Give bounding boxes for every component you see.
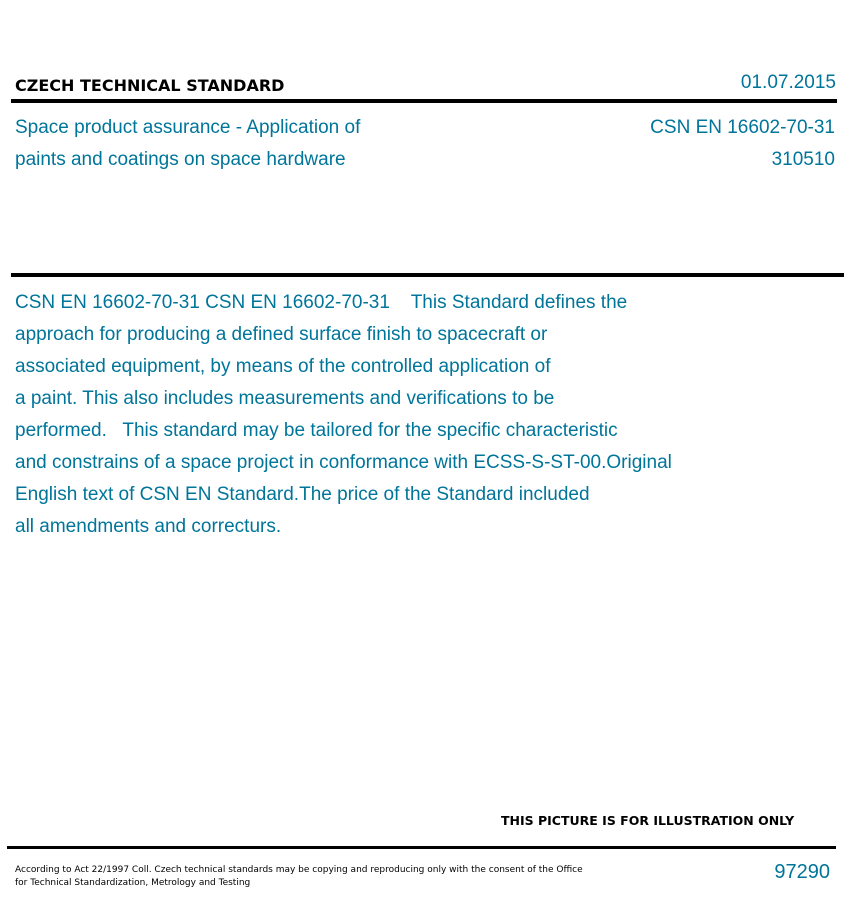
catalog-number: 97290 [774, 861, 830, 883]
legal-notice-line: for Technical Standardization, Metrology and Testing [15, 878, 251, 888]
description-line: all amendments and correcturs. [15, 516, 282, 537]
description-line: performed. This standard may be tailored for the specific characteristic [15, 420, 618, 441]
standard-title-line-1: Space product assurance - Application of [15, 117, 361, 138]
title-divider [11, 273, 844, 277]
document-type-label: CZECH TECHNICAL STANDARD [15, 76, 285, 95]
standard-class-number: 310510 [771, 149, 835, 170]
header-divider [11, 99, 837, 103]
description-line: CSN EN 16602-70-31 CSN EN 16602-70-31 This Standard defines the [15, 292, 628, 313]
description-line: English text of CSN EN Standard.The price of the Standard included [15, 484, 590, 505]
publication-date: 01.07.2015 [740, 72, 836, 93]
footer-divider [7, 846, 836, 849]
legal-notice [15, 864, 583, 890]
description-line: approach for producing a defined surface finish to spacecraft or [15, 324, 548, 345]
illustration-disclaimer: THIS PICTURE IS FOR ILLUSTRATION ONLY [501, 813, 795, 828]
description-line: a paint. This also includes measurements and verifications to be [15, 388, 555, 409]
description-line: associated equipment, by means of the controlled application of [15, 356, 551, 377]
standard-title-line-2: paints and coatings on space hardware [15, 149, 346, 170]
description-line: and constrains of a space project in conformance with ECSS-S-ST-00.Original [15, 452, 672, 473]
legal-notice-line: According to Act 22/1997 Coll. Czech technical standards may be copying and reproducing only with the consent of the Office [15, 865, 583, 875]
standard-code: CSN EN 16602-70-31 [650, 117, 835, 138]
